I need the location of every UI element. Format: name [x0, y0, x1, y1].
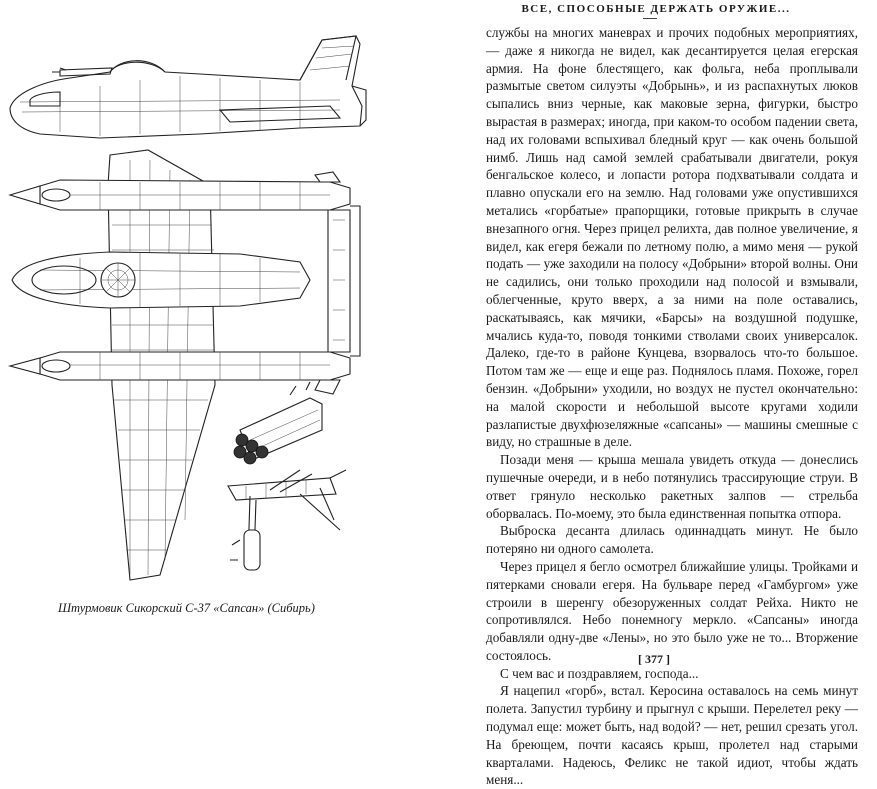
figure-caption: Штурмовик Сикорский С-37 «Сапсан» (Сибирь): [58, 601, 315, 615]
side-view: [10, 36, 366, 138]
paragraph: Выброска десанта длилась одиннадцать минут. Не было потеряно ни одного самолета.: [486, 523, 858, 557]
landing-gear: [228, 470, 346, 570]
paragraph: Я нацепил «горб», встал. Керосина оставалось на семь минут полета. Запустил турбину и прыгнул с крыши. Перелетел реку — подумал еще: может быть, над водой? — нет, решил срезать угол. На бреющем, почти касаясь крыш, пролетел над старыми кварталами. Надеюсь, Феликс не такой идиот, чтобы ждать меня...: [486, 683, 858, 788]
paragraph: Через прицел я бегло осмотрел ближайшие улицы. Тройками и пятерками сновали егеря. На бульваре перед «Гамбургом» уже строили в шеренгу обезоруженных солдат Рейха. Никто не сопротивлялся. Небо понемногу меркло. «Сапсаны» иногда добавляли одну-две «Лены», но это было уже не то... Вторжение состоялось.: [486, 558, 858, 663]
left-page: [0, 0, 438, 674]
rocket-pod: [234, 382, 322, 464]
top-view: [10, 150, 360, 580]
body-text: [486, 24, 858, 789]
page-number: [ 377 ]: [638, 652, 670, 666]
right-page: [438, 0, 877, 788]
paragraph: Позади меня — крыша мешала увидеть откуда — донеслись пушечные очереди, и в небо потянулись трассирующие струи. В ответ грянуло несколько ракетных залпов — стрельба оборвалась. По-моему, это была единственная попытка отпора.: [486, 452, 858, 521]
aircraft-drawing: [0, 0, 438, 600]
header-divider: [643, 18, 657, 19]
running-header: ВСЕ, СПОСОБНЫЕ ДЕРЖАТЬ ОРУЖИЕ...: [521, 3, 791, 15]
paragraph: службы на многих маневрах и прочих подобных мероприятиях, — даже я никогда не видел, как десантируется целая егерская армия. На фоне блестящего, как фольга, неба проплывали размытые светом силуэты «Добрынь», и из распахнутых люков сыпались вниз черные, как маковые зерна, фигурки, быстро вырастая в размерах; иногда, при каком-то особом падении света, над их головами вспыхивал бледный круг — как очень большой нимб. Лишь над самой землей срабатывали двигатели, рокуя бенгальское колесо, и лопасти ротора подхватывали солдата и плавно опускали его на землю. Над головами уже опустившихся метались «горбатые» прапорщики, готовые прикрыть в случае внезапного огня. Через прицел релихта, дав полное увеличение, я видел, как егеря бежали по летному полю, а мимо меня — рукой подать — уже заходили на полосу «Добрыни» второй волны. Они не садились, они только проходили над полосой и взмывали, облегченные, круто вверх, а за ними на поле оставались, раскатываясь, как мячики, «Барсы» на воздушной подушке, мчались куда-то, поводя тонкими стволами своих универсалок. Далеко, где-то в районе Кунцева, взорвалось что-то большое. Потом там же — еще и еще раз. Поднялось пламя. Похоже, горел бензин. «Добрыни» уходили, но воздух не пустел окончательно: на малой скорости и небольшой высоте кругами ходили разлапистые двухфюзеляжные «сапсаны» — машины смешные с виду, но страшные в деле.: [486, 25, 858, 450]
paragraph: С чем вас и поздравляем, господа...: [500, 665, 699, 681]
